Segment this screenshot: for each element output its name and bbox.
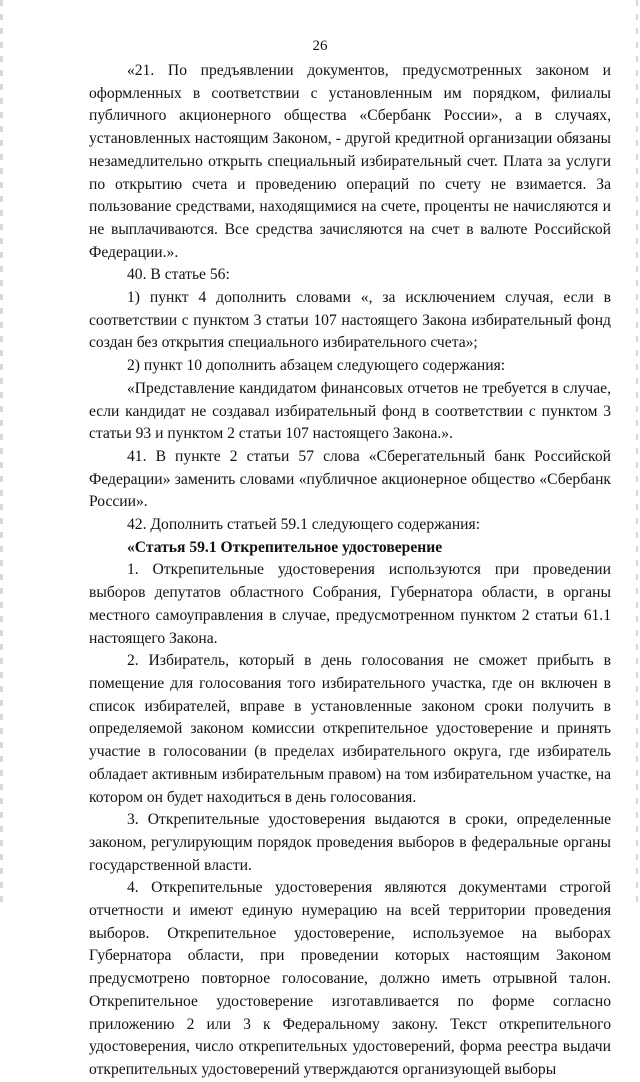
document-body [89,60,611,1082]
paragraph-item-42: 42. Дополнить статьей 59.1 следующего содержания: [127,516,481,534]
paragraph-item-40: 40. В статье 56: [127,266,230,284]
scan-edge-right [636,0,638,905]
paragraph-59-1-point-3: 3. Открепительные удостоверения выдаются в сроки, определенные законом, регулирующим порядок проведения выборов в федеральные органы государственной власти. [89,811,611,874]
paragraph-item-40-2-text: «Представление кандидатом финансовых отчетов не требуется в случае, если кандидат не создавал избирательный фонд в соответствии с пунктом 3 статьи 93 и пунктом 2 статьи 107 настоящего Закона.». [89,379,611,443]
paragraph-item-40-2: 2) пункт 10 дополнить абзацем следующего содержания: [127,357,506,375]
paragraph-item-40-1: 1) пункт 4 дополнить словами «, за исключением случая, если в соответствии с пунктом 3 статьи 107 настоящего Закона избирательный фонд создан без открытия специального избирательного счета»; [89,289,611,352]
paragraph-59-1-point-2: 2. Избиратель, который в день голосования не сможет прибыть в помещение для голосования того избирательного участка, где он включен в список избирателей, вправе в установленные законом сроки получить в определяемой законом комиссии открепительное удостоверение и принять участие в голосовании (в пределах избирательного округа, где избиратель обладает активным избирательным правом) на том избирательном участке, на котором он будет находиться в день голосования. [89,652,611,806]
page-number: 26 [312,38,328,54]
paragraph-59-1-point-1: 1. Открепительные удостоверения используются при проведении выборов депутатов областного Собрания, Губернатора области, в органы местного самоуправления в случае, предусмотренном пунктом 2 статьи 61.1 настоящего Закона. [89,561,611,647]
paragraph-item-41: 41. В пункте 2 статьи 57 слова «Сберегательный банк Российской Федерации» заменить словами «публичное акционерное общество «Сбербанк России». [89,447,611,511]
article-59-1-heading: «Статья 59.1 Открепительное удостоверение [127,538,443,556]
scan-edge-left [0,0,3,905]
paragraph-article-21: «21. По предъявлении документов, предусмотренных законом и оформленных в соответствии с установленным им порядком, филиалы публичного акционерного общества «Сбербанк России», а в случаях, установленных настоящим Законом, - другой кредитной организации обязаны незамедлительно открыть специальный избирательный счет. Плата за услуги по открытию счета и проведению операций по счету не взимается. За пользование средствами, находящимися на счете, проценты не начисляются и не выплачиваются. Все средства зачисляются на счет в валюте Российской Федерации.». [89,62,611,261]
paragraph-59-1-point-4: 4. Открепительные удостоверения являются документами строгой отчетности и имеют единую нумерацию на всей территории проведения выборов. Открепительное удостоверение, используемое на выборах Губернатора области, при проведении которых настоящим Законом предусмотрено повторное голосование, должно иметь отрывной талон. Открепительное удостоверение изготавливается по форме согласно приложению 2 или 3 к Федеральному закону. Текст открепительного удостоверения, число открепительных удостоверений, форма реестра выдачи открепительных удостоверений утверждаются организующей выборы [89,879,611,1078]
